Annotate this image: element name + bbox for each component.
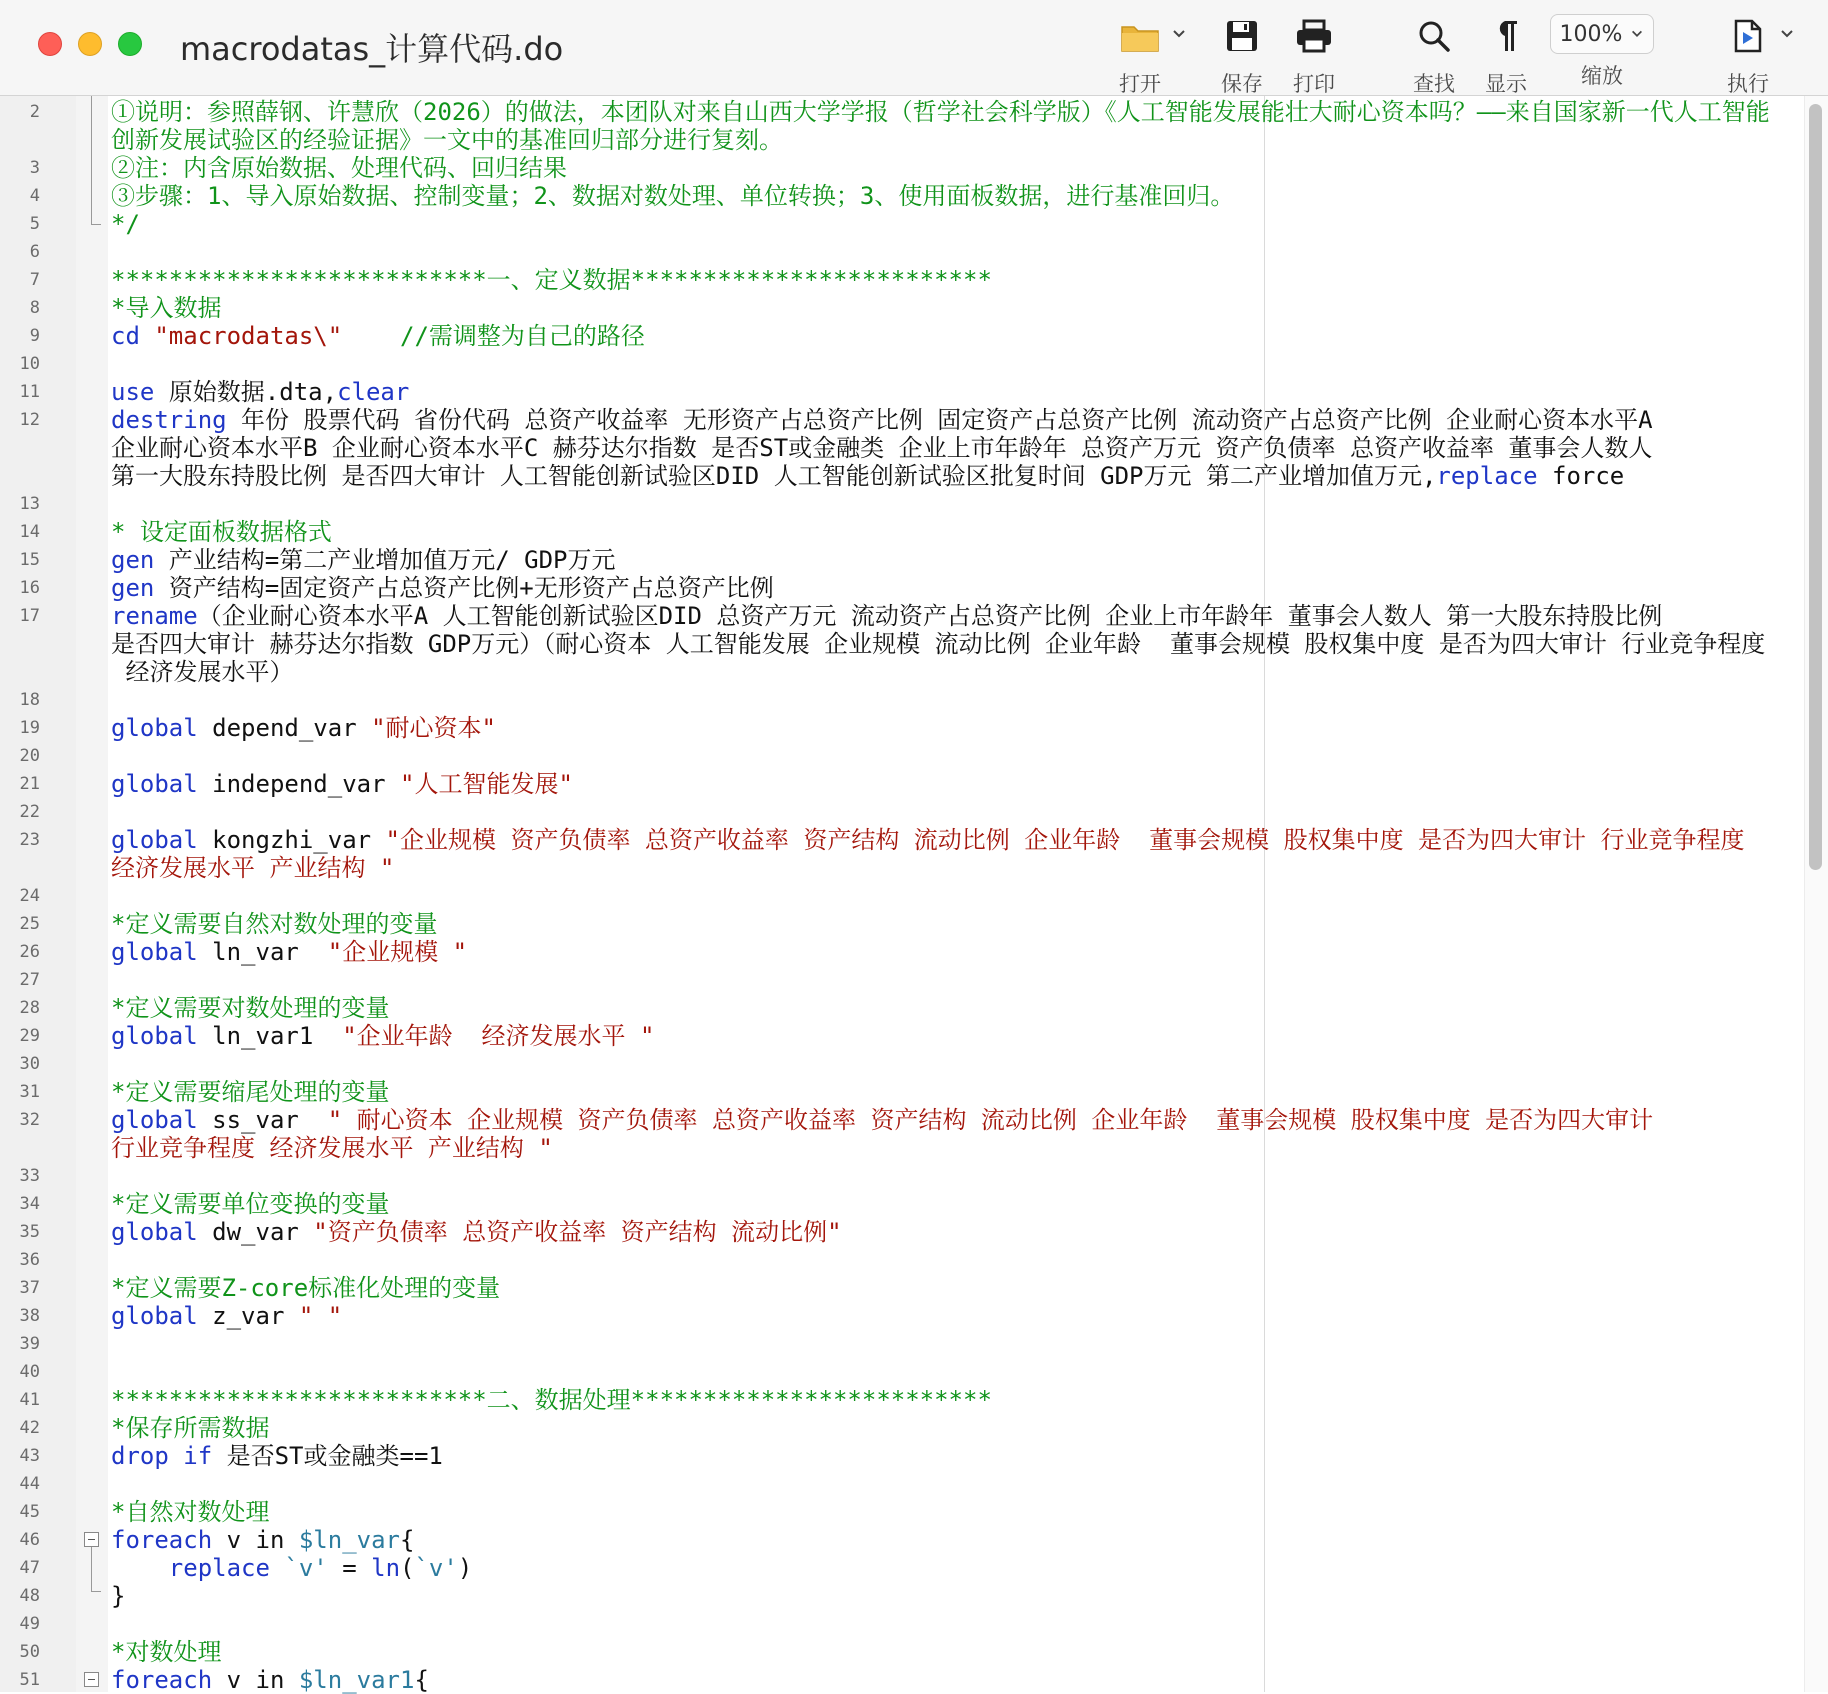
run-label: 执行 xyxy=(1727,72,1769,96)
code-line[interactable] xyxy=(0,1386,1808,1414)
line-number: 31 xyxy=(19,1082,40,1102)
line-number: 33 xyxy=(19,1166,40,1186)
code-token: ②注：内含原始数据、处理代码、回归结果 xyxy=(111,154,567,182)
code-token: " " xyxy=(298,1302,343,1330)
code-line[interactable] xyxy=(0,1134,1808,1162)
code-line[interactable] xyxy=(0,546,1808,574)
code-line[interactable] xyxy=(0,1050,1808,1078)
line-number: 37 xyxy=(19,1278,40,1298)
code-token: independ_var xyxy=(197,770,400,798)
code-token: rename xyxy=(111,602,198,630)
code-text[interactable] xyxy=(111,182,1234,210)
line-number: 41 xyxy=(19,1390,40,1410)
code-text[interactable] xyxy=(111,266,992,294)
line-number: 26 xyxy=(19,942,40,962)
code-token: { xyxy=(414,1666,429,1694)
code-line[interactable] xyxy=(0,1638,1808,1666)
open-button[interactable] xyxy=(1100,12,1180,98)
code-token: "人工智能发展" xyxy=(400,770,573,798)
line-number: 10 xyxy=(19,354,40,374)
code-line[interactable] xyxy=(0,1106,1808,1134)
code-token: global xyxy=(111,1106,198,1134)
code-token: global xyxy=(111,1218,198,1246)
floppy-disk-icon xyxy=(1204,12,1280,60)
code-token: 年份 股票代码 省份代码 总资产收益率 无形资产占总资产比例 固定资产占总资产比例 流动资产占总资产比例 企业耐心资本水平A xyxy=(226,406,1653,434)
code-text[interactable] xyxy=(111,1274,500,1302)
run-document-icon xyxy=(1710,12,1786,60)
code-line[interactable] xyxy=(0,854,1808,882)
line-number: 25 xyxy=(19,914,40,934)
code-line[interactable] xyxy=(0,1554,1808,1582)
code-text[interactable] xyxy=(111,1638,221,1666)
line-number: 40 xyxy=(19,1362,40,1382)
code-token: cd xyxy=(111,322,140,350)
code-line[interactable] xyxy=(0,518,1808,546)
line-number: 35 xyxy=(19,1222,40,1242)
line-number: 23 xyxy=(19,830,40,850)
line-number: 11 xyxy=(19,382,40,402)
code-token: 是否四大审计 赫芬达尔指数 GDP万元）（耐心资本 人工智能发展 企业规模 流动比例 企业年龄 董事会规模 股权集中度 是否为四大审计 行业竞争程度 xyxy=(111,630,1766,658)
code-token: global xyxy=(111,826,198,854)
code-line[interactable] xyxy=(0,798,1808,826)
line-number: 46 xyxy=(19,1530,40,1550)
code-token: ss_var xyxy=(197,1106,328,1134)
code-line[interactable] xyxy=(0,1162,1808,1190)
code-line[interactable] xyxy=(0,770,1808,798)
code-text[interactable] xyxy=(111,1078,389,1106)
code-line[interactable] xyxy=(0,1666,1808,1694)
printer-icon xyxy=(1276,12,1352,60)
code-token: "企业规模 资产负债率 总资产收益率 资产结构 流动比例 企业年龄 董事会规模 股权集中度 是否为四大审计 行业竞争程度 xyxy=(385,826,1745,854)
minimize-window-button[interactable] xyxy=(78,32,102,56)
code-text[interactable] xyxy=(111,1582,125,1610)
code-line[interactable] xyxy=(0,294,1808,322)
folder-icon xyxy=(1100,12,1180,60)
code-text[interactable] xyxy=(111,518,332,546)
code-token: ③步骤：1、导入原始数据、控制变量；2、数据对数处理、单位转换；3、使用面板数据，进行基准回归。 xyxy=(111,182,1235,210)
code-token: "资产负债率 总资产收益率 资产结构 流动比例" xyxy=(313,1218,842,1246)
code-line[interactable] xyxy=(0,266,1808,294)
code-token: clear xyxy=(337,378,410,406)
code-line[interactable] xyxy=(0,602,1808,630)
code-text[interactable] xyxy=(111,1498,269,1526)
line-number: 20 xyxy=(19,746,40,766)
code-text[interactable] xyxy=(111,434,1652,462)
code-token: *定义需要缩尾处理的变量 xyxy=(111,1078,390,1106)
code-line[interactable] xyxy=(0,1526,1808,1554)
code-line[interactable] xyxy=(0,154,1808,182)
code-text[interactable] xyxy=(111,210,140,238)
code-token: dw_var xyxy=(197,1218,314,1246)
code-token: *定义需要自然对数处理的变量 xyxy=(111,910,438,938)
code-text[interactable] xyxy=(111,1554,472,1582)
code-token: （企业耐心资本水平A 人工智能创新试验区DID 总资产万元 流动资产占总资产比例 企业上市年龄年 董事会人数人 第一大股东持股比例 xyxy=(197,602,1663,630)
print-button[interactable] xyxy=(1276,12,1352,98)
code-token: global xyxy=(111,938,198,966)
code-token: 资产结构=固定资产占总资产比例+无形资产占总资产比例 xyxy=(154,574,774,602)
line-number: 39 xyxy=(19,1334,40,1354)
code-token: ln_var xyxy=(197,938,328,966)
code-line[interactable] xyxy=(0,182,1808,210)
line-number: 12 xyxy=(19,410,40,430)
code-token: 经济发展水平 产业结构 " xyxy=(111,854,395,882)
code-text[interactable] xyxy=(111,462,1624,490)
code-token: `v' xyxy=(414,1554,458,1582)
code-token: *对数处理 xyxy=(111,1638,222,1666)
code-line[interactable] xyxy=(0,1470,1808,1498)
line-number: 28 xyxy=(19,998,40,1018)
line-number: 22 xyxy=(19,802,40,822)
code-token: 经济发展水平） xyxy=(111,658,294,686)
line-number: 43 xyxy=(19,1446,40,1466)
code-text[interactable] xyxy=(111,658,293,686)
code-token: depend_var xyxy=(197,714,372,742)
code-token: *定义需要Z-core标准化处理的变量 xyxy=(111,1274,501,1302)
line-number: 21 xyxy=(19,774,40,794)
code-token: 产业结构=第二产业增加值万元/ GDP万元 xyxy=(154,546,616,574)
code-line[interactable] xyxy=(0,574,1808,602)
code-line[interactable] xyxy=(0,630,1808,658)
code-token: gen xyxy=(111,574,155,602)
code-line[interactable] xyxy=(0,1190,1808,1218)
code-token: *定义需要单位变换的变量 xyxy=(111,1190,390,1218)
line-number: 14 xyxy=(19,522,40,542)
zoom-caption xyxy=(1562,52,1642,90)
code-line[interactable] xyxy=(0,1078,1808,1106)
run-button[interactable] xyxy=(1710,12,1786,98)
code-line[interactable] xyxy=(0,658,1808,686)
code-line[interactable] xyxy=(0,714,1808,742)
line-number: 16 xyxy=(19,578,40,598)
line-number: 36 xyxy=(19,1250,40,1270)
code-line[interactable] xyxy=(0,98,1808,126)
run-menu-chevron-down-icon[interactable] xyxy=(1779,26,1795,42)
line-number: 47 xyxy=(19,1558,40,1578)
code-token: 行业竞争程度 经济发展水平 产业结构 " xyxy=(111,1134,553,1162)
code-token: *自然对数处理 xyxy=(111,1498,270,1526)
code-text[interactable] xyxy=(111,938,467,966)
code-line[interactable] xyxy=(0,742,1808,770)
code-token: "企业规模 " xyxy=(327,938,468,966)
code-text[interactable] xyxy=(111,1190,389,1218)
line-number: 17 xyxy=(19,606,40,626)
code-line[interactable] xyxy=(0,1498,1808,1526)
line-number: 49 xyxy=(19,1614,40,1634)
line-number: 42 xyxy=(19,1418,40,1438)
code-text[interactable] xyxy=(111,126,783,154)
code-text[interactable] xyxy=(111,1218,842,1246)
code-token: " 耐心资本 企业规模 资产负债率 总资产收益率 资产结构 流动比例 企业年龄 董事会规模 股权集中度 是否为四大审计 xyxy=(327,1106,1654,1134)
code-token: gen xyxy=(111,546,155,574)
code-token: ①说明：参照薛钢、许慧欣（2026）的做法，本团队对来自山西大学学报（哲学社会科学版）《人工智能发展能壮大耐心资本吗？——来自国家新一代人工智能 xyxy=(111,98,1770,126)
line-number: 45 xyxy=(19,1502,40,1522)
save-button[interactable] xyxy=(1204,12,1280,98)
code-token: foreach xyxy=(111,1666,213,1694)
line-number: 50 xyxy=(19,1642,40,1662)
code-text[interactable] xyxy=(111,294,221,322)
code-line[interactable] xyxy=(0,1302,1808,1330)
line-number: 6 xyxy=(29,242,40,262)
code-text[interactable] xyxy=(111,98,1770,126)
zoom-label: 缩放 xyxy=(1581,64,1623,88)
code-token: **************************一、定义数据************************* xyxy=(111,266,992,294)
code-line[interactable] xyxy=(0,1330,1808,1358)
code-token: global xyxy=(111,714,198,742)
title-bar xyxy=(0,0,1828,96)
code-line[interactable] xyxy=(0,910,1808,938)
code-text[interactable] xyxy=(111,1666,429,1694)
line-number: 44 xyxy=(19,1474,40,1494)
code-token: use xyxy=(111,378,155,406)
print-label: 打印 xyxy=(1293,72,1335,96)
code-line[interactable] xyxy=(0,826,1808,854)
code-token: $ln_var1 xyxy=(298,1666,415,1694)
line-number: 48 xyxy=(19,1586,40,1606)
code-text[interactable] xyxy=(111,854,394,882)
code-line[interactable] xyxy=(0,882,1808,910)
code-line[interactable] xyxy=(0,966,1808,994)
zoom-select[interactable] xyxy=(1550,14,1654,54)
code-line[interactable] xyxy=(0,1582,1808,1610)
code-text[interactable] xyxy=(111,546,616,574)
line-number: 32 xyxy=(19,1110,40,1130)
code-text[interactable] xyxy=(111,1106,1653,1134)
code-line[interactable] xyxy=(0,1414,1808,1442)
code-line[interactable] xyxy=(0,1358,1808,1386)
pilcrow-icon xyxy=(1468,12,1544,60)
line-number: 3 xyxy=(29,158,40,178)
code-line[interactable] xyxy=(0,434,1808,462)
code-token: foreach xyxy=(111,1526,213,1554)
code-token: 企业耐心资本水平B 企业耐心资本水平C 赫芬达尔指数 是否ST或金融类 企业上市年龄年 总资产万元 资产负债率 总资产收益率 董事会人数人 xyxy=(111,434,1653,462)
find-button[interactable] xyxy=(1396,12,1472,98)
code-text[interactable] xyxy=(111,602,1662,630)
code-token: global xyxy=(111,770,198,798)
code-token: "macrodatas\" xyxy=(154,322,343,350)
scrollbar-thumb[interactable] xyxy=(1809,104,1822,870)
code-text[interactable] xyxy=(111,406,1653,434)
code-token: 原始数据.dta, xyxy=(154,378,338,406)
code-token: **************************二、数据处理************************* xyxy=(111,1386,992,1414)
zoom-value: 100% xyxy=(1559,21,1623,47)
code-token: ) xyxy=(457,1554,473,1582)
code-token: ln xyxy=(371,1554,401,1582)
code-token: */ xyxy=(111,210,140,238)
code-text[interactable] xyxy=(111,1442,443,1470)
line-number: 8 xyxy=(29,298,40,318)
code-line[interactable] xyxy=(0,1218,1808,1246)
window-title: macrodatas_计算代码.do xyxy=(180,30,564,68)
code-line[interactable] xyxy=(0,1610,1808,1638)
code-token: * 设定面板数据格式 xyxy=(111,518,332,546)
code-line[interactable] xyxy=(0,1022,1808,1050)
code-line[interactable] xyxy=(0,210,1808,238)
code-token: v in xyxy=(212,1666,299,1694)
show-label: 显示 xyxy=(1485,72,1527,96)
code-text[interactable] xyxy=(111,1302,342,1330)
code-text[interactable] xyxy=(111,154,567,182)
code-token: *定义需要对数处理的变量 xyxy=(111,994,390,1022)
code-text[interactable] xyxy=(111,714,496,742)
code-token: $ln_var xyxy=(298,1526,401,1554)
line-number: 38 xyxy=(19,1306,40,1326)
code-token: 第一大股东持股比例 是否四大审计 人工智能创新试验区DID 人工智能创新试验区批复时间 GDP万元 第二产业增加值万元, xyxy=(111,462,1437,490)
code-token: z_var xyxy=(197,1302,299,1330)
code-line[interactable] xyxy=(0,238,1808,266)
code-line[interactable] xyxy=(0,322,1808,350)
code-token: } xyxy=(111,1582,126,1610)
code-token: "耐心资本" xyxy=(371,714,496,742)
code-line[interactable] xyxy=(0,686,1808,714)
code-line[interactable] xyxy=(0,1442,1808,1470)
code-text[interactable] xyxy=(111,1134,553,1162)
code-text[interactable] xyxy=(111,826,1745,854)
code-text[interactable] xyxy=(111,630,1765,658)
code-token: destring xyxy=(111,406,227,434)
code-token: kongzhi_var xyxy=(197,826,386,854)
line-number: 13 xyxy=(19,494,40,514)
code-line[interactable] xyxy=(0,126,1808,154)
line-number: 24 xyxy=(19,886,40,906)
code-token: replace xyxy=(168,1554,270,1582)
code-text[interactable] xyxy=(111,1414,269,1442)
code-token: ln_var1 xyxy=(197,1022,343,1050)
code-token xyxy=(169,1442,183,1470)
code-line[interactable] xyxy=(0,378,1808,406)
code-line[interactable] xyxy=(0,350,1808,378)
code-token xyxy=(111,1554,169,1582)
code-text[interactable] xyxy=(111,1022,654,1050)
code-line[interactable] xyxy=(0,1246,1808,1274)
code-text[interactable] xyxy=(111,1526,414,1554)
code-token: if xyxy=(183,1442,213,1470)
line-number: 18 xyxy=(19,690,40,710)
line-number: 19 xyxy=(19,718,40,738)
line-number: 34 xyxy=(19,1194,40,1214)
code-text[interactable] xyxy=(111,378,409,406)
code-text[interactable] xyxy=(111,994,389,1022)
line-number: 2 xyxy=(29,102,40,122)
code-text[interactable] xyxy=(111,322,645,350)
line-number: 7 xyxy=(29,270,40,290)
code-text[interactable] xyxy=(111,770,573,798)
code-token: *保存所需数据 xyxy=(111,1414,270,1442)
zoom-window-button[interactable] xyxy=(118,32,142,56)
code-text[interactable] xyxy=(111,910,437,938)
line-number: 15 xyxy=(19,550,40,570)
code-token: replace xyxy=(1436,462,1538,490)
line-number: 4 xyxy=(29,186,40,206)
code-token xyxy=(140,322,154,350)
show-formatting-button[interactable] xyxy=(1468,12,1544,98)
line-number: 9 xyxy=(29,326,40,346)
code-line[interactable] xyxy=(0,1274,1808,1302)
code-text[interactable] xyxy=(111,574,774,602)
line-number: 51 xyxy=(19,1670,40,1690)
zoom-chevron-down-icon xyxy=(1630,27,1644,41)
find-label: 查找 xyxy=(1413,72,1455,96)
code-token: global xyxy=(111,1302,198,1330)
close-window-button[interactable] xyxy=(38,32,62,56)
code-token: = xyxy=(327,1554,372,1582)
open-label: 打开 xyxy=(1119,72,1161,96)
code-token: 是否ST或金融类==1 xyxy=(212,1442,443,1470)
code-token: "企业年龄 经济发展水平 " xyxy=(342,1022,655,1050)
line-number: 30 xyxy=(19,1054,40,1074)
code-token: ( xyxy=(400,1554,415,1582)
line-number: 29 xyxy=(19,1026,40,1046)
code-token: drop xyxy=(111,1442,169,1470)
code-line[interactable] xyxy=(0,490,1808,518)
code-token: v in xyxy=(212,1526,299,1554)
save-label: 保存 xyxy=(1221,72,1263,96)
code-token xyxy=(270,1554,284,1582)
line-number: 5 xyxy=(29,214,40,234)
code-line[interactable] xyxy=(0,462,1808,490)
code-line[interactable] xyxy=(0,938,1808,966)
code-token: force xyxy=(1537,462,1625,490)
code-token: //需调整为自己的路径 xyxy=(400,322,645,350)
code-token: { xyxy=(400,1526,415,1554)
code-token: 创新发展试验区的经验证据》一文中的基准回归部分进行复刻。 xyxy=(111,126,783,154)
code-line[interactable] xyxy=(0,406,1808,434)
code-token: global xyxy=(111,1022,198,1050)
open-menu-chevron-down-icon[interactable] xyxy=(1171,26,1187,42)
code-token: `v' xyxy=(284,1554,328,1582)
search-icon xyxy=(1396,12,1472,60)
code-token: *导入数据 xyxy=(111,294,222,322)
code-token xyxy=(342,322,400,350)
code-line[interactable] xyxy=(0,994,1808,1022)
line-number: 27 xyxy=(19,970,40,990)
code-text[interactable] xyxy=(111,1386,992,1414)
